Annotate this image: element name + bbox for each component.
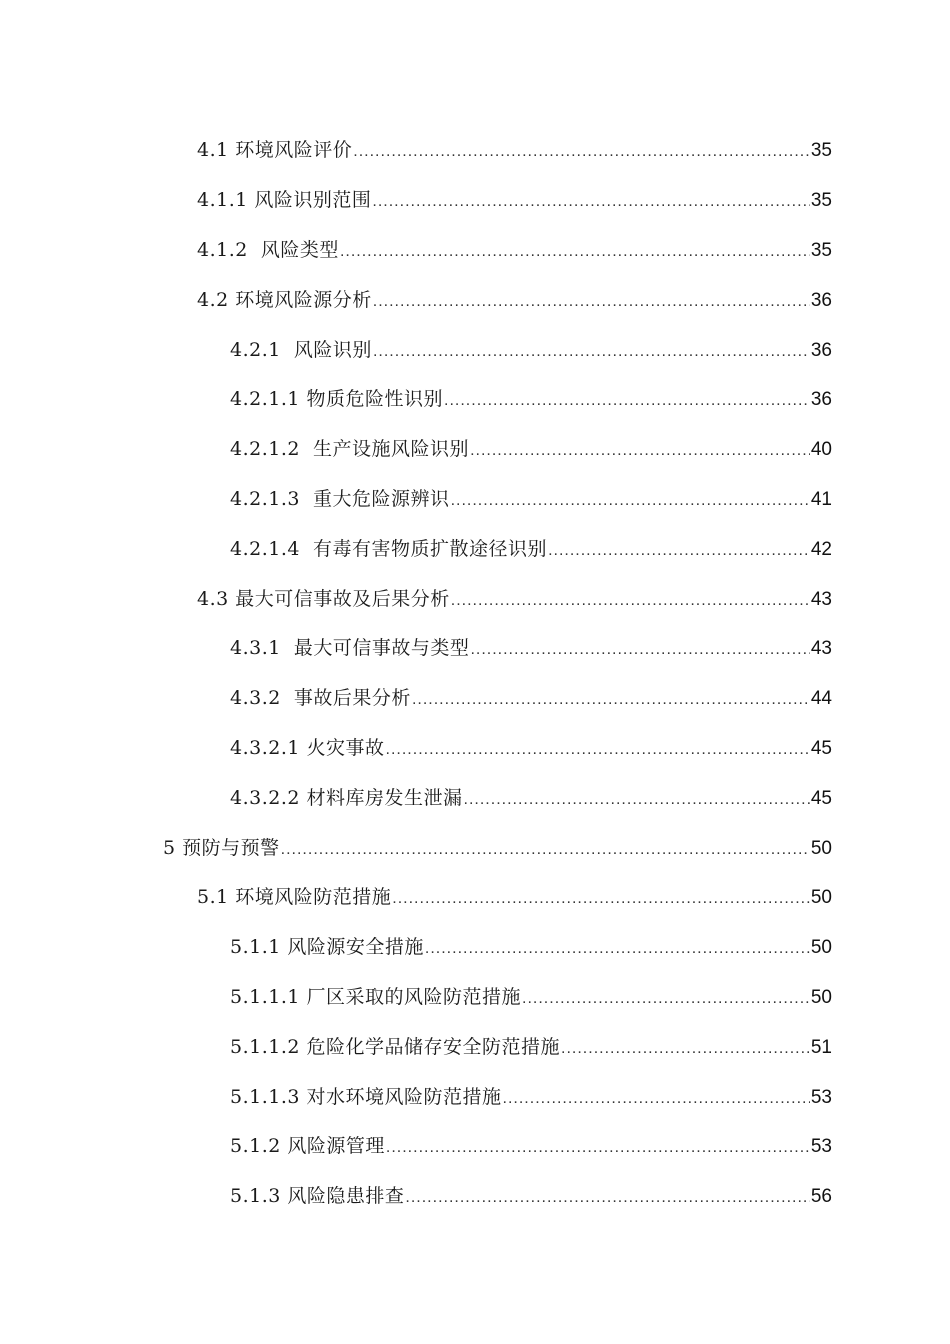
toc-entry[interactable] xyxy=(0,423,950,473)
toc-entry-title: 4.3.2 事故后果分析 xyxy=(230,687,411,710)
toc-page-number: 43 xyxy=(810,588,832,610)
toc-entry[interactable] xyxy=(0,821,950,871)
dot-leader xyxy=(444,392,810,410)
toc-entry[interactable] xyxy=(0,921,950,971)
toc-entry[interactable] xyxy=(0,1120,950,1170)
dot-leader xyxy=(392,890,810,908)
toc-entry[interactable] xyxy=(0,871,950,921)
toc-page-number: 35 xyxy=(810,190,832,212)
toc-page-number: 35 xyxy=(810,239,832,261)
toc-page-number: 41 xyxy=(810,488,832,510)
toc-entry[interactable] xyxy=(0,1070,950,1120)
toc-entry-title: 4.1 环境风险评价 xyxy=(197,139,353,162)
dot-leader xyxy=(372,193,809,211)
toc-page-number: 45 xyxy=(810,787,832,809)
toc-entry[interactable] xyxy=(0,124,950,174)
toc-entry-title: 4.1.2 风险类型 xyxy=(197,238,339,261)
toc-page-number: 45 xyxy=(810,737,832,759)
dot-leader xyxy=(281,841,810,859)
toc-page-number: 50 xyxy=(810,937,832,959)
dot-leader xyxy=(386,741,810,759)
toc-entry[interactable] xyxy=(0,373,950,423)
toc-page-number: 35 xyxy=(810,140,832,162)
toc-page-number: 36 xyxy=(810,289,832,311)
dot-leader xyxy=(548,542,810,560)
dot-leader xyxy=(503,1090,810,1108)
toc-entry-title: 5.1.1.2 危险化学品储存安全防范措施 xyxy=(230,1035,561,1058)
dot-leader xyxy=(373,293,810,311)
toc-entry-title: 4.3.1 最大可信事故与类型 xyxy=(230,637,470,660)
toc-page-number: 53 xyxy=(810,1086,832,1108)
toc-entry[interactable] xyxy=(0,273,950,323)
toc-entry-title: 4.2.1.1 物质危险性识别 xyxy=(230,388,444,411)
toc-entry-title: 4.3.2.2 材料库房发生泄漏 xyxy=(230,786,463,809)
dot-leader xyxy=(412,691,810,709)
toc-entry[interactable] xyxy=(0,572,950,622)
dot-leader xyxy=(405,1189,809,1207)
toc-page-number: 43 xyxy=(810,638,832,660)
toc-entry-title: 4.2.1.3 重大危险源辨识 xyxy=(230,487,450,510)
dot-leader xyxy=(451,492,810,510)
toc-entry-title: 5 预防与预警 xyxy=(163,836,280,859)
toc-page-number: 56 xyxy=(810,1186,832,1208)
toc-entry[interactable] xyxy=(0,174,950,224)
toc-page-number: 36 xyxy=(810,339,832,361)
toc-entry-title: 5.1.3 风险隐患排查 xyxy=(230,1185,405,1208)
dot-leader xyxy=(522,990,810,1008)
toc-entry[interactable] xyxy=(0,323,950,373)
toc-entry-title: 4.2.1 风险识别 xyxy=(230,338,372,361)
toc-entry[interactable] xyxy=(0,1170,950,1220)
table-of-contents xyxy=(0,124,950,1220)
toc-entry[interactable] xyxy=(0,473,950,523)
toc-page-number: 50 xyxy=(810,986,832,1008)
toc-entry[interactable] xyxy=(0,971,950,1021)
toc-entry[interactable] xyxy=(0,1020,950,1070)
toc-entry[interactable] xyxy=(0,622,950,672)
toc-page-number: 40 xyxy=(810,439,832,461)
toc-entry-title: 5.1.1.1 厂区采取的风险防范措施 xyxy=(230,985,522,1008)
toc-page-number: 36 xyxy=(810,389,832,411)
toc-entry-title: 4.2.1.4 有毒有害物质扩散途径识别 xyxy=(230,537,548,560)
toc-entry[interactable] xyxy=(0,722,950,772)
dot-leader xyxy=(340,243,810,261)
toc-page-number: 50 xyxy=(810,887,832,909)
toc-entry-title: 4.2.1.2 生产设施风险识别 xyxy=(230,438,470,461)
toc-page-number: 42 xyxy=(810,538,832,560)
toc-entry[interactable] xyxy=(0,771,950,821)
dot-leader xyxy=(451,592,810,610)
toc-entry[interactable] xyxy=(0,672,950,722)
toc-entry-title: 5.1.1 风险源安全措施 xyxy=(230,936,424,959)
dot-leader xyxy=(373,343,810,361)
toc-page-number: 51 xyxy=(810,1036,832,1058)
toc-entry-title: 5.1.1.3 对水环境风险防范措施 xyxy=(230,1085,502,1108)
toc-entry-title: 5.1.2 风险源管理 xyxy=(230,1135,385,1158)
dot-leader xyxy=(470,442,810,460)
toc-entry-title: 5.1 环境风险防范措施 xyxy=(197,886,392,909)
dot-leader xyxy=(386,1139,810,1157)
toc-page-number: 53 xyxy=(810,1136,832,1158)
toc-entry[interactable] xyxy=(0,522,950,572)
dot-leader xyxy=(353,143,810,161)
toc-entry-title: 4.2 环境风险源分析 xyxy=(197,288,372,311)
toc-page-number: 44 xyxy=(810,688,832,710)
toc-entry-title: 4.3.2.1 火灾事故 xyxy=(230,736,385,759)
toc-entry-title: 4.1.1 风险识别范围 xyxy=(197,189,372,212)
dot-leader xyxy=(561,1040,810,1058)
toc-entry-title: 4.3 最大可信事故及后果分析 xyxy=(197,587,450,610)
dot-leader xyxy=(425,940,810,958)
dot-leader xyxy=(464,791,810,809)
toc-entry[interactable] xyxy=(0,224,950,274)
toc-page-number: 50 xyxy=(810,837,832,859)
dot-leader xyxy=(470,641,809,659)
